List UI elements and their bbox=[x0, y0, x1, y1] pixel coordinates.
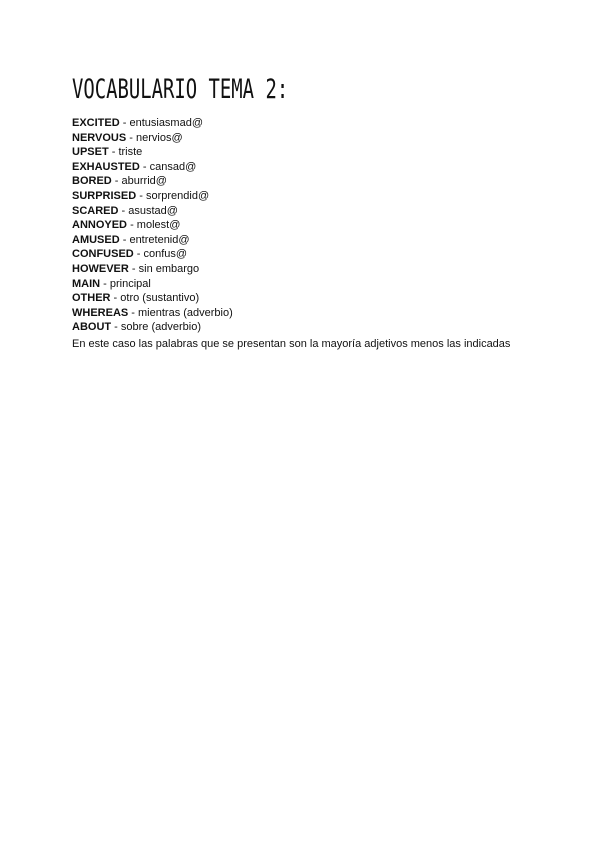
vocab-definition: - principal bbox=[100, 277, 151, 290]
vocab-entry bbox=[72, 189, 233, 204]
vocab-entry bbox=[72, 306, 233, 321]
vocab-entry bbox=[72, 291, 233, 306]
vocab-entry bbox=[72, 131, 233, 146]
vocab-entry bbox=[72, 116, 233, 131]
vocab-entry bbox=[72, 160, 233, 175]
vocab-term: NERVOUS bbox=[72, 131, 127, 144]
vocab-entry bbox=[72, 233, 233, 248]
vocab-term: WHEREAS bbox=[72, 306, 129, 319]
vocab-term: EXHAUSTED bbox=[72, 160, 140, 173]
vocab-entry bbox=[72, 277, 233, 292]
vocab-entry bbox=[72, 262, 233, 277]
document-title: VOCABULARIO TEMA 2: bbox=[72, 74, 289, 105]
vocab-term: CONFUSED bbox=[72, 248, 134, 261]
vocab-term: SURPRISED bbox=[72, 189, 137, 202]
vocab-entry bbox=[72, 320, 233, 335]
vocab-definition: - sorprendid@ bbox=[136, 189, 210, 202]
vocab-term: ABOUT bbox=[72, 321, 112, 334]
vocab-term: EXCITED bbox=[72, 117, 120, 129]
vocab-term: UPSET bbox=[72, 146, 109, 159]
vocab-entry bbox=[72, 247, 233, 262]
vocab-definition: - cansad@ bbox=[139, 160, 197, 173]
document-note: En este caso las palabras que se presentan son la mayoría adjetivos menos las indicadas bbox=[72, 338, 511, 350]
vocab-entry bbox=[72, 145, 233, 160]
vocab-definition: - otro (sustantivo) bbox=[110, 292, 200, 305]
vocab-definition: - molest@ bbox=[127, 219, 181, 232]
vocab-definition: - entusiasmad@ bbox=[119, 117, 203, 129]
vocab-term: ANNOYED bbox=[72, 219, 128, 232]
vocab-term: HOWEVER bbox=[72, 262, 129, 275]
vocab-definition: - entretenid@ bbox=[119, 233, 190, 246]
vocab-entry bbox=[72, 218, 233, 233]
vocab-term: AMUSED bbox=[72, 233, 120, 246]
vocab-definition: - nervios@ bbox=[126, 131, 183, 144]
vocab-definition: - aburrid@ bbox=[111, 175, 167, 188]
vocab-definition: - triste bbox=[108, 146, 143, 159]
vocab-term: MAIN bbox=[72, 277, 101, 290]
vocab-definition: - mientras (adverbio) bbox=[128, 306, 233, 319]
vocab-entry bbox=[72, 204, 233, 219]
vocab-definition: - sobre (adverbio) bbox=[111, 321, 201, 334]
vocabulary-list bbox=[72, 116, 233, 335]
vocab-entry bbox=[72, 174, 233, 189]
vocab-definition: - confus@ bbox=[133, 248, 188, 261]
vocab-term: OTHER bbox=[72, 292, 111, 305]
vocab-term: SCARED bbox=[72, 204, 119, 217]
vocab-term: BORED bbox=[72, 175, 112, 188]
vocab-definition: - sin embargo bbox=[128, 262, 200, 275]
vocab-definition: - asustad@ bbox=[118, 204, 178, 217]
